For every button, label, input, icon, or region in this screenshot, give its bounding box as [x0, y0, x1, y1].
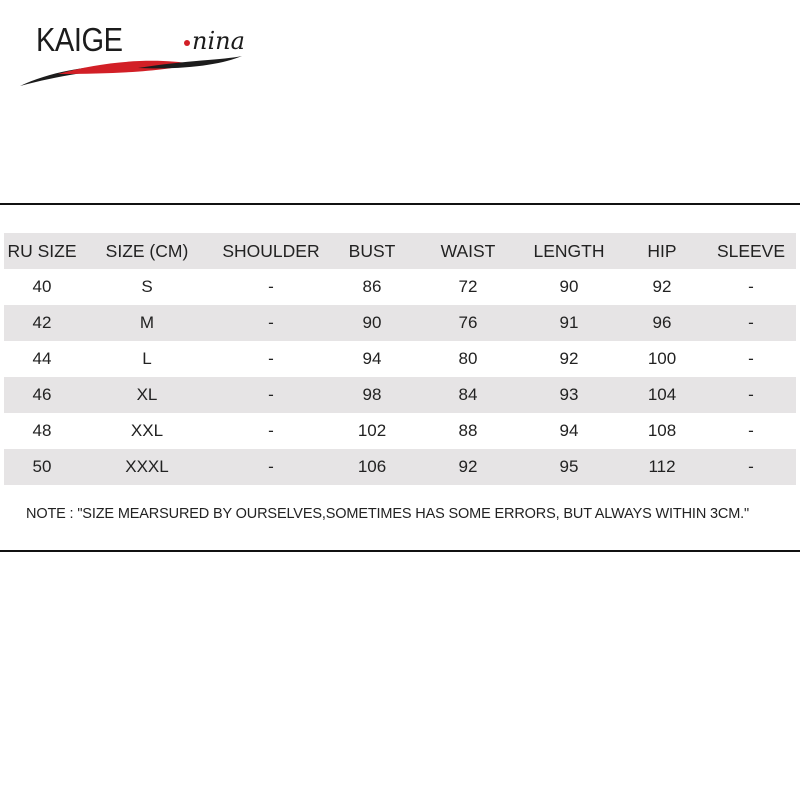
table-cell: 92 [652, 277, 672, 296]
table-cell: - [706, 305, 796, 341]
table-row [4, 269, 796, 305]
table-cell: 48 [32, 421, 52, 440]
table-cell: - [268, 277, 274, 296]
table-cell: 84 [416, 377, 520, 413]
table-cell: 92 [559, 349, 579, 368]
column-header: WAIST [416, 233, 520, 269]
table-cell: 50 [4, 449, 80, 485]
brand-logo [18, 18, 258, 78]
table-cell: - [214, 305, 328, 341]
table-cell: XXL [130, 421, 164, 440]
table-cell: - [706, 377, 796, 413]
column-header: BUST [328, 233, 416, 269]
table-cell: 72 [458, 277, 478, 296]
logo-swoosh-icon [18, 54, 258, 88]
top-divider [0, 203, 800, 205]
table-cell: - [214, 377, 328, 413]
table-cell: - [748, 421, 754, 440]
table-cell: 104 [618, 377, 706, 413]
table-cell: M [80, 305, 214, 341]
table-cell: 90 [328, 305, 416, 341]
table-cell: 44 [32, 349, 52, 368]
table-cell: 112 [618, 449, 706, 485]
table-row [4, 413, 796, 449]
table-header-row [4, 233, 796, 269]
table-cell: L [142, 349, 152, 368]
table-cell: - [268, 421, 274, 440]
column-header: LENGTH [520, 233, 618, 269]
size-chart-table [4, 233, 796, 485]
table-cell: 96 [618, 305, 706, 341]
column-header: RU SIZE [4, 233, 80, 269]
logo-wordmark: KAIGE [36, 21, 123, 58]
table-cell: S [141, 277, 153, 296]
table-cell: 108 [647, 421, 677, 440]
table-row [4, 449, 796, 485]
table-cell: 98 [328, 377, 416, 413]
table-cell: 40 [32, 277, 52, 296]
logo-subtitle: nina [192, 27, 245, 55]
table-cell: 102 [357, 421, 387, 440]
bottom-divider [0, 550, 800, 552]
column-header: SIZE (CM) [80, 233, 214, 269]
table-row [4, 341, 796, 377]
table-cell: 100 [647, 349, 677, 368]
table-cell: 80 [458, 349, 478, 368]
table-cell: 106 [328, 449, 416, 485]
table-row [4, 377, 796, 413]
table-cell: 90 [559, 277, 579, 296]
table-cell: XL [80, 377, 214, 413]
column-header: SHOULDER [214, 233, 328, 269]
table-cell: - [268, 349, 274, 368]
table-cell: 92 [416, 449, 520, 485]
table-cell: - [706, 449, 796, 485]
table-row [4, 305, 796, 341]
logo-red-dot-icon [184, 40, 190, 46]
column-header: SLEEVE [706, 233, 796, 269]
column-header: HIP [618, 233, 706, 269]
table-cell: - [748, 277, 754, 296]
table-cell: 86 [362, 277, 382, 296]
size-note: NOTE : "SIZE MEARSURED BY OURSELVES,SOMETIMES HAS SOME ERRORS, BUT ALWAYS WITHIN 3CM." [26, 506, 750, 522]
table-cell: 42 [4, 305, 80, 341]
table-cell: 46 [4, 377, 80, 413]
table-cell: 94 [362, 349, 382, 368]
table-cell: 76 [416, 305, 520, 341]
table-cell: 88 [458, 421, 478, 440]
table-cell: 91 [520, 305, 618, 341]
table-cell: 93 [520, 377, 618, 413]
table-cell: XXXL [80, 449, 214, 485]
table-cell: 95 [520, 449, 618, 485]
table-cell: - [214, 449, 328, 485]
table-cell: - [748, 349, 754, 368]
table-cell: 94 [559, 421, 579, 440]
